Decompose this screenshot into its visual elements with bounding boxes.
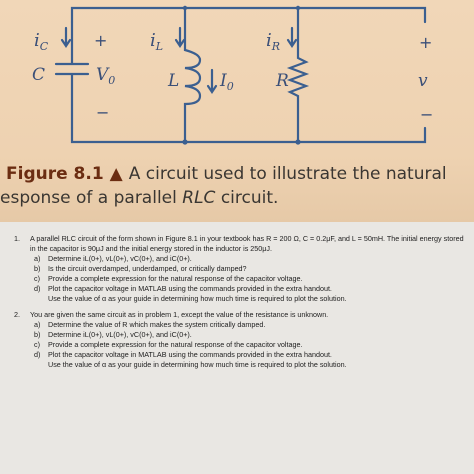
ic-arrow-icon [62,28,70,46]
plus-sign-right: + [419,33,433,52]
r-label: R [276,71,289,91]
caption-rlc: RLC [182,188,216,208]
problem-number: 2. [14,310,20,319]
list-item: c) Provide a complete expression for the natural response of the capacitor voltage. [34,340,303,349]
i0-label: $I_0$ [220,71,234,93]
figure-label: Figure 8.1 [6,164,104,184]
node-dot-right [295,139,300,144]
problem-2 [14,310,464,370]
problem-text: You are given the same circuit as in problem 1, except the value of the resistance is unknown. [30,310,329,319]
list-item: d) Plot the capacitor voltage in MATLAB using the commands provided in the extra handout. Use the value of α as your guide in determining how much time is required to plot the solution. [34,350,347,369]
plus-sign-left: + [94,31,108,50]
problem-text: A parallel RLC circuit of the form shown in Figure 8.1 in your textbook has R = 200 Ω, C = 0.2μF, and L = 50mH. The initial energy stored in the capacitor is 90μJ and the initial energy stored in the inductor is 250μJ. [30,234,464,253]
list-item: b) Determine iL(0+), vL(0+), vC(0+), and iC(0+). [34,330,192,339]
l-label: L [168,71,180,91]
node-dot-top-left [183,6,187,10]
caption-line-2-end: circuit. [215,188,279,208]
i0-arrow-icon [208,70,216,92]
triangle-icon: ▲ [109,164,123,184]
list-item: b) Is the circuit overdamped, underdamped, or critically damped? [34,264,247,273]
il-label: $i_L$ [150,30,164,53]
top-wire [72,8,425,22]
list-item: d) Plot the capacitor voltage in MATLAB using the commands provided in the extra handout. Use the value of α as your guide in determining how much time is required to plot the solution. [34,284,347,303]
v-label: v [418,71,428,91]
list-item: c) Provide a complete expression for the natural response of the capacitor voltage. [34,274,303,283]
bottom-wire [72,128,425,142]
node-dot-left [182,139,187,144]
caption-line-2: esponse of a parallel [0,188,183,208]
v0-label: $V_0$ [96,65,116,87]
circuit-diagram [0,0,474,165]
problem-1 [14,234,464,304]
capacitor-symbol [56,22,88,128]
ic-label: $i_C$ [34,30,49,53]
problem-list [14,234,464,376]
ir-label: $i_R$ [266,30,281,53]
list-item: a) Determine the value of R which makes the system critically damped. [34,320,266,329]
textbook-photo [0,0,474,222]
list-item: a) Determine iL(0+), vL(0+), vC(0+), and iC(0+). [34,254,192,263]
node-dot-top-right [296,6,300,10]
problem-number: 1. [14,234,20,243]
caption-line-1: A circuit used to illustrate the natural [128,164,447,184]
ir-arrow-icon [288,28,296,46]
minus-sign-right: − [420,105,434,124]
il-arrow-icon [176,28,184,46]
c-label: C [32,65,46,85]
inductor-symbol [185,8,200,142]
handout-page [0,222,474,474]
minus-sign-left: − [96,103,110,122]
